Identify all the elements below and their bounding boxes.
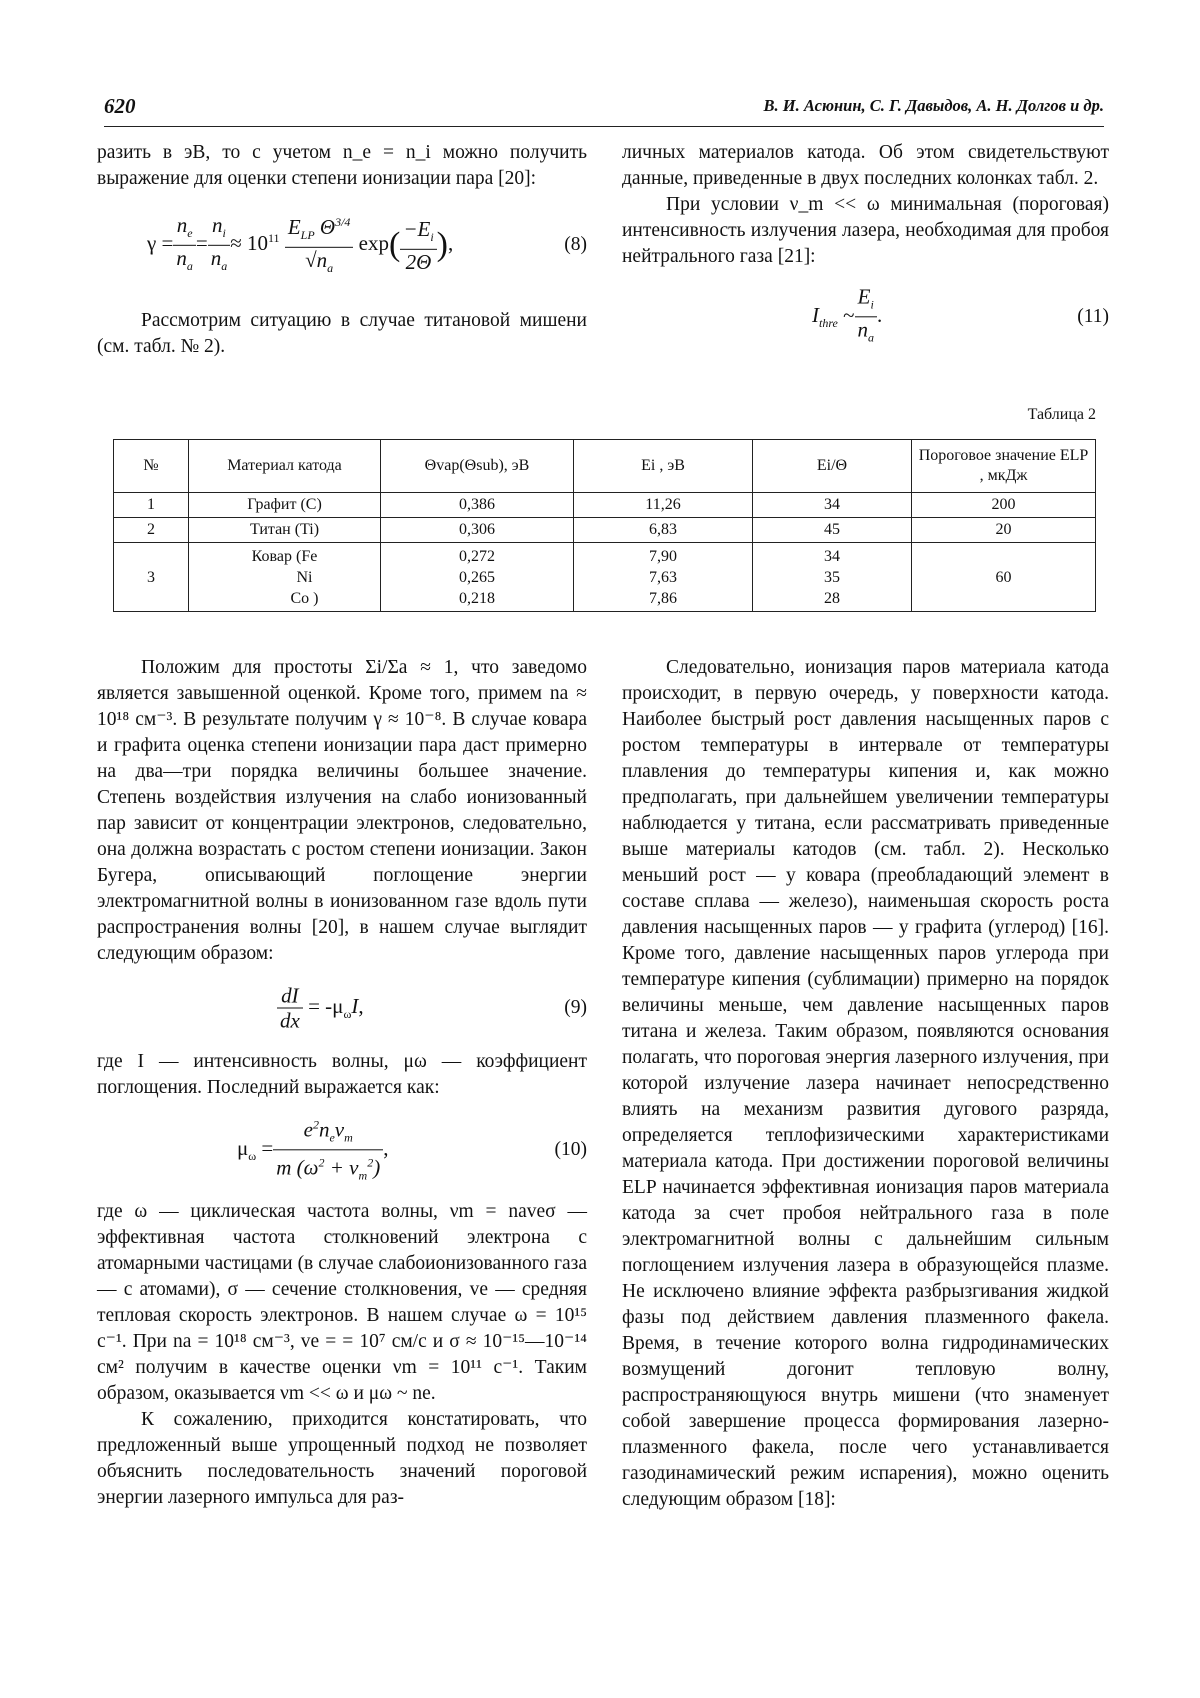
table-cell	[189, 543, 381, 612]
table-cell	[753, 543, 912, 612]
table-cell: 200	[912, 493, 1096, 518]
equation-8	[97, 198, 587, 292]
table-row	[114, 543, 1096, 612]
equation-11-body: $I_{thre}$ ~ $\frac{E_i}{n_a}$ .	[812, 284, 883, 345]
material-line: Ковар (Fe	[251, 547, 318, 565]
equation-number: (8)	[564, 234, 587, 255]
equation-number: (10)	[554, 1139, 587, 1160]
table-cell: 20	[912, 518, 1096, 543]
paragraph: где ω — циклическая частота волны, νm = naveσ — эффективная частота столкновений электрона с атомарными частицами (в случае слабоионизованного газа — с атомами), σ — сечение столкновения, ve — средняя тепловая скорость электронов. В нашем случае ω = 10¹⁵ с⁻¹. При na = 10¹⁸ см⁻³, ve = = 10⁷ см/с и σ ≈ 10⁻¹⁵—10⁻¹⁴ см² получим в качестве оценки νm = 10¹¹ с⁻¹. Таким образом, оказывается νm << ω и μω ~ ne.	[97, 1201, 587, 1404]
table-caption: Таблица 2	[1027, 406, 1096, 423]
cell-line: 35	[824, 568, 840, 586]
table-header-cell: Материал катода	[189, 440, 381, 493]
table-cell	[574, 543, 753, 612]
cell-line: 7,90	[649, 547, 677, 565]
table-row	[114, 493, 1096, 518]
bottom-right-column	[622, 655, 1109, 1513]
running-header	[104, 92, 1104, 127]
paragraph: Рассмотрим ситуацию в случае титановой мишени (см. табл. № 2).	[97, 310, 587, 357]
table-cell: 34	[753, 493, 912, 518]
equation-number: (11)	[1077, 306, 1109, 327]
table-cell: 6,83	[574, 518, 753, 543]
table-cell	[381, 543, 574, 612]
bottom-left-column	[97, 655, 587, 1511]
table-header-cell: Ei/Θ	[753, 440, 912, 493]
cell-line: 7,63	[649, 568, 677, 586]
cell-line: 0,265	[459, 568, 495, 586]
cell-line: 34	[824, 547, 840, 565]
top-right-column	[622, 140, 1109, 364]
equation-10-body: $\mu_\omega$ = $\frac{e^2n_e\nu_m}{m (\omega^2 + \nu_m^2)}$ ,	[237, 1112, 388, 1187]
equation-8-body: γ = $\frac{n_e}{n_a}$ = $\frac{n_i}{n_a}$ ≈ $10^{11}$ $\frac{E_{LP} \Theta^{3/4}}{√n_a}$ exp( $\frac{-E_i}{2\Theta}$ ),	[147, 210, 453, 280]
table-header-cell: Θvap(Θsub), эВ	[381, 440, 574, 493]
cell-line: 0,272	[459, 547, 495, 565]
table-row	[114, 518, 1096, 543]
equation-10	[97, 1107, 587, 1193]
paragraph: При условии ν_m << ω минимальная (пороговая) интенсивность излучения лазера, необходимая для пробоя нейтрального газа [21]:	[622, 194, 1109, 267]
cell-line: 7,86	[649, 589, 677, 607]
running-authors: В. И. Асюнин, С. Г. Давыдов, А. Н. Долгов и др.	[763, 96, 1104, 115]
cell-line: 28	[824, 589, 840, 607]
table-cell: 11,26	[574, 493, 753, 518]
table-cell: 1	[114, 493, 189, 518]
cell-line: 0,218	[459, 589, 495, 607]
paragraph: личных материалов катода. Об этом свидетельствуют данные, приведенные в двух последних колонках табл. 2.	[622, 142, 1109, 189]
table-cell: 45	[753, 518, 912, 543]
table-cell: Титан (Ti)	[189, 518, 381, 543]
equation-9	[97, 973, 587, 1043]
table-cell: Графит (C)	[189, 493, 381, 518]
paragraph: разить в эВ, то с учетом n_e = n_i можно получить выражение для оценки степени ионизации пара [20]:	[97, 142, 587, 189]
table-cell: 0,306	[381, 518, 574, 543]
paragraph: где I — интенсивность волны, μω — коэффициент поглощения. Последний выражается как:	[97, 1051, 587, 1098]
page-number: 620	[104, 94, 136, 118]
table-cell: 2	[114, 518, 189, 543]
table-cell: 3	[114, 543, 189, 612]
equation-9-body: $\frac{dI}{dx}$ = $-\mu_\omega I$,	[277, 984, 364, 1033]
equation-number: (9)	[564, 997, 587, 1018]
table-cell: 0,386	[381, 493, 574, 518]
paragraph: К сожалению, приходится констатировать, что предложенный выше упрощенный подход не позволяет объяснить последовательность значений пороговой энергии лазерного импульса для раз-	[97, 1409, 587, 1508]
table-header-cell: №	[114, 440, 189, 493]
equation-11	[622, 276, 1109, 358]
table-cell: 60	[912, 543, 1096, 612]
table-header-cell: Ei , эВ	[574, 440, 753, 493]
top-left-column	[97, 140, 587, 360]
paragraph: Положим для простоты Σi/Σa ≈ 1, что заведомо является завышенной оценкой. Кроме того, примем na ≈ 10¹⁸ см⁻³. В результате получим γ ≈ 10⁻⁸. В случае ковара и графита оценка степени ионизации пара даст примерно на два—три порядка величины большее значение. Степень воздействия излучения на слабо ионизованный пар зависит от концентрации электронов, следовательно, она должна возрастать с ростом степени ионизации. Закон Бугера, описывающий поглощение энергии электромагнитной волны в ионизованном газе вдоль пути распространения волны [20], в нашем случае выглядит следующим образом:	[97, 657, 587, 964]
data-table	[113, 439, 1096, 612]
table-header-row	[114, 440, 1096, 493]
material-line: Co )	[290, 589, 319, 607]
material-line: Ni	[296, 568, 313, 586]
paragraph: Следовательно, ионизация паров материала катода происходит, в первую очередь, у поверхности катода. Наиболее быстрый рост давления насыщенных паров с ростом температуры в интервале от температуры плавления до температуры кипения и, как можно предполагать, при дальнейшем увеличении температуры наблюдается у титана, если рассматривать приведенные выше материалы катодов (см. табл. 2). Несколько меньший рост — у ковара (преобладающий элемент в составе сплава — железо), наименьшая скорость роста давления насыщенных паров — у графита (углерод) [16]. Кроме того, давление насыщенных паров углерода при температуре кипения (сублимации) примерно на порядок величины меньше, чем давление насыщенных паров титана и железа. Таким образом, появляются основания полагать, что пороговая энергия лазерного излучения, при которой излучение лазера начинает непосредственно влиять на механизм развития дугового разряда, определяется теплофизическими характеристиками материала катода. При достижении пороговой величины ELP начинается эффективная ионизация паров материала катода за счет пробоя нейтрального газа в поле электромагнитной волны с дальнейшим сильным поглощением излучения лазера в образующейся плазме. Не исключено влияние эффекта разбрызгивания жидкой фазы под действием давления плазменного факела. Время, в течение которого волна гидродинамических возмущений догонит тепловую волну, распространяющуюся внутрь мишени (что знаменует собой завершение процесса формирования лазерно-плазменного факела, после чего устанавливается газодинамический режим испарения), можно оценить следующим образом [18]:	[622, 657, 1109, 1510]
table-header-cell: Пороговое значение ELP , мкДж	[912, 440, 1096, 493]
